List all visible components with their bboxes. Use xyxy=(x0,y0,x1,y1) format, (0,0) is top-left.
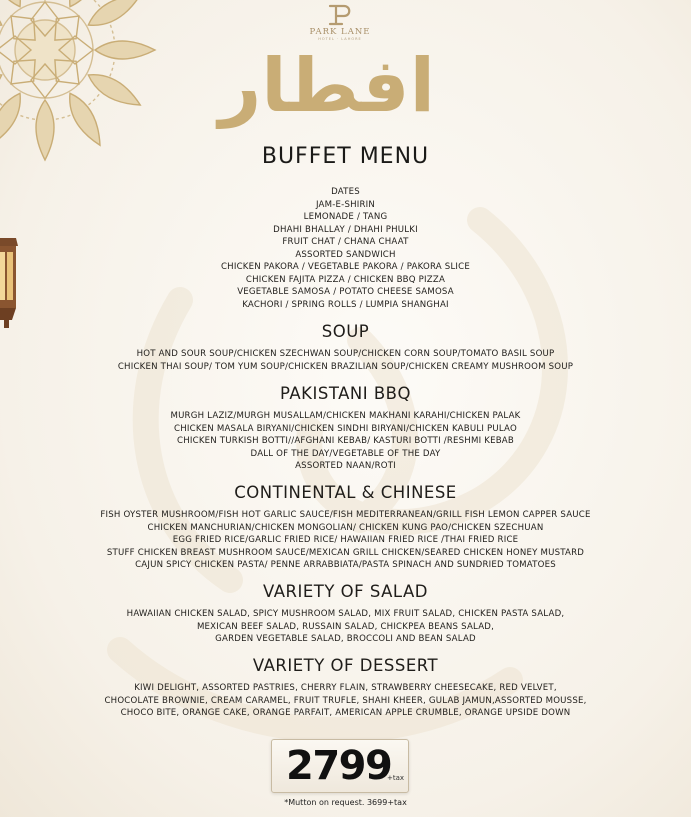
hotel-name: PARK LANE xyxy=(309,27,371,37)
list-item: CHICKEN PAKORA / VEGETABLE PAKORA / PAKORA SLICE xyxy=(220,262,470,272)
list-item: CHOCOLATE BROWNIE, CREAM CARAMEL, FRUIT TRUFLE, SHAHI KHEER, GULAB JAMUN,ASSORTED MOUSSE, xyxy=(104,695,587,706)
list-item: CHICKEN FAJITA PIZZA / CHICKEN BBQ PIZZA xyxy=(245,274,446,285)
list-item: CHOCO BITE, ORANGE CAKE, ORANGE PARFAIT, AMERICAN APPLE CRUMBLE, ORANGE UPSIDE DOWN xyxy=(120,708,571,718)
list-item: DHAHI BHALLAY / DHAHI PHULKI xyxy=(273,224,418,235)
list-item: HOT AND SOUR SOUP/CHICKEN SZECHWAN SOUP/CHICKEN CORN SOUP/TOMATO BASIL SOUP xyxy=(136,349,555,359)
list-item: CAJUN SPICY CHICKEN PASTA/ PENNE ARRABBIATA/PASTA SPINACH AND SUNDRIED TOMATOES xyxy=(135,560,556,570)
list-item: HAWAIIAN CHICKEN SALAD, SPICY MUSHROOM SALAD, MIX FRUIT SALAD, CHICKEN PASTA SALAD, xyxy=(126,609,565,619)
list-item: MURGH LAZIZ/MURGH MUSALLAM/CHICKEN MAKHANI KARAHI/CHICKEN PALAK xyxy=(170,411,521,421)
pakistani-bbq-item-list xyxy=(0,410,691,473)
salad-item-list xyxy=(0,608,691,646)
dessert-item-list xyxy=(0,682,691,720)
price-value: 2799 xyxy=(286,743,392,789)
list-item: JAM-E-SHIRIN xyxy=(315,199,376,210)
mutton-footnote: *Mutton on request. 3699+tax xyxy=(284,798,407,807)
list-item: MEXICAN BEEF SALAD, RUSSAIN SALAD, CHICKPEA BEANS SALAD, xyxy=(196,621,495,632)
section-heading-pakistani-bbq: PAKISTANI BBQ xyxy=(279,384,411,403)
list-item: KIWI DELIGHT, ASSORTED PASTRIES, CHERRY FLAIN, STRAWBERRY CHEESECAKE, RED VELVET, xyxy=(134,683,557,693)
price-tax-note: +tax xyxy=(387,774,405,782)
section-heading-continental-chinese: CONTINENTAL & CHINESE xyxy=(234,483,457,502)
list-item: CHICKEN THAI SOUP/ TOM YUM SOUP/CHICKEN BRAZILIAN SOUP/CHICKEN CREAMY MUSHROOM SOUP xyxy=(117,361,574,372)
list-item: GARDEN VEGETABLE SALAD, BROCCOLI AND BEAN SALAD xyxy=(215,634,476,644)
section-heading-dessert: VARIETY OF DESSERT xyxy=(252,656,439,675)
list-item: KACHORI / SPRING ROLLS / LUMPIA SHANGHAI xyxy=(242,299,449,310)
section-heading-soup: SOUP xyxy=(321,322,370,341)
continental-chinese-item-list xyxy=(0,509,691,572)
hotel-tagline: HOTEL · LAHORE xyxy=(318,37,362,41)
park-lane-logo-icon xyxy=(327,4,353,26)
page-title: BUFFET MENU xyxy=(261,144,430,169)
list-item: VEGETABLE SAMOSA / POTATO CHEESE SAMOSA xyxy=(237,287,454,297)
list-item: LEMONADE / TANG xyxy=(303,212,388,222)
soup-item-list xyxy=(0,348,691,373)
section-heading-salad: VARIETY OF SALAD xyxy=(262,582,429,601)
list-item: CHICKEN MASALA BIRYANI/CHICKEN SINDHI BIRYANI/CHICKEN KABULI PULAO xyxy=(174,423,517,434)
list-item: DATES xyxy=(331,187,360,197)
list-item: CHICKEN TURKISH BOTTI//AFGHANI KEBAB/ KASTURI BOTTI /RESHMI KEBAB xyxy=(177,436,514,446)
list-item: CHICKEN MANCHURIAN/CHICKEN MONGOLIAN/ CHICKEN KUNG PAO/CHICKEN SZECHUAN xyxy=(147,522,544,533)
list-item: ASSORTED NAAN/ROTI xyxy=(295,461,396,471)
list-item: FRUIT CHAT / CHANA CHAAT xyxy=(282,237,409,247)
intro-item-list xyxy=(0,186,691,311)
price-badge xyxy=(271,739,409,793)
list-item: DALL OF THE DAY/VEGETABLE OF THE DAY xyxy=(250,448,441,459)
iftar-calligraphy xyxy=(218,26,435,146)
list-item: STUFF CHICKEN BREAST MUSHROOM SAUCE/MEXICAN GRILL CHICKEN/SEARED CHICKEN HONEY MUSTARD xyxy=(106,547,585,558)
list-item: ASSORTED SANDWICH xyxy=(295,249,396,260)
iftar-calligraphy-text: افطار xyxy=(218,43,435,129)
list-item: EGG FRIED RICE/GARLIC FRIED RICE/ HAWAIIAN FRIED RICE /THAI FRIED RICE xyxy=(172,535,519,545)
list-item: FISH OYSTER MUSHROOM/FISH HOT GARLIC SAUCE/FISH MEDITERRANEAN/GRILL FISH LEMON CAPPER SAUCE xyxy=(100,510,591,520)
